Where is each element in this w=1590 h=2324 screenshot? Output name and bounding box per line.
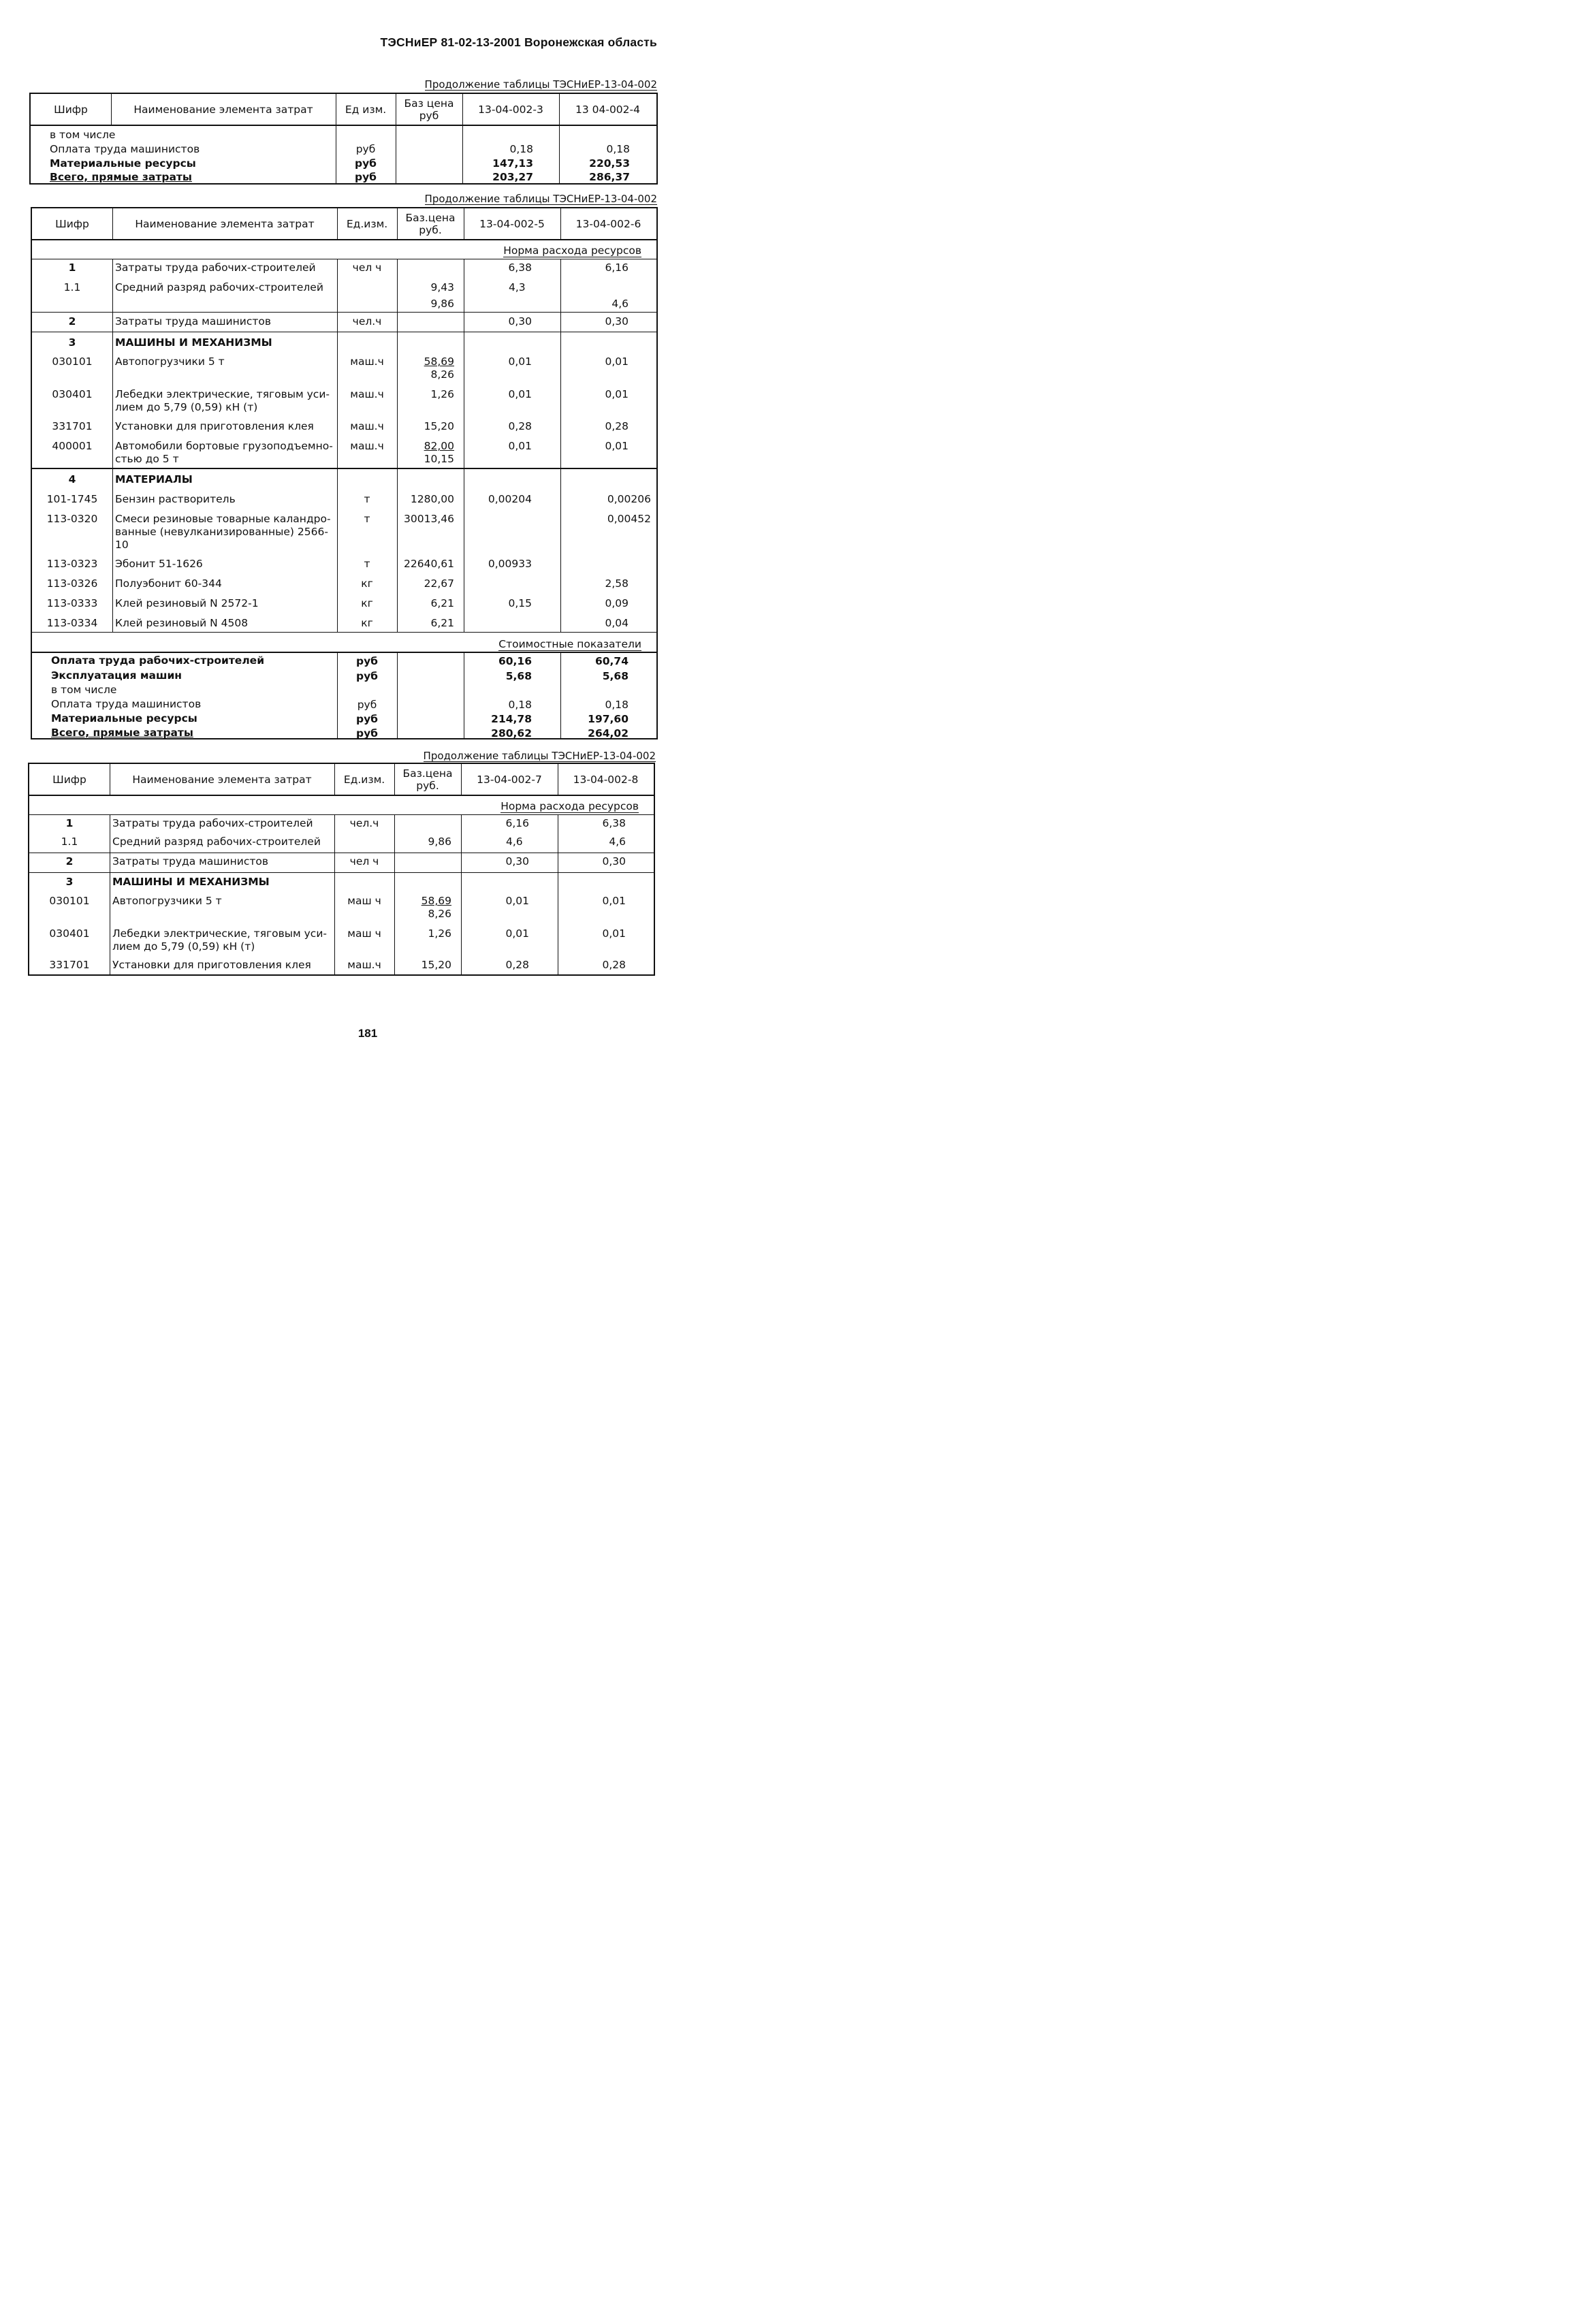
row-code: 030101 (49, 895, 90, 907)
table-caption: Продолжение таблицы ТЭСНиЕР-13-04-002 (423, 750, 656, 762)
row-unit: чел.ч (352, 315, 382, 328)
cost-row-unit: руб (357, 699, 377, 711)
row-code: 1 (65, 817, 74, 829)
row-unit: т (364, 558, 370, 570)
row-name: Средний разряд рабочих-строителей (112, 835, 321, 848)
row-value-2: 0,00452 (607, 513, 651, 525)
row-unit: т (364, 493, 370, 505)
row-value-1: 6,16 (505, 817, 529, 829)
header-price: Баз цена руб (404, 97, 454, 122)
resource-table-continuation-1 (29, 93, 658, 185)
section-title: МАШИНЫ И МЕХАНИЗМЫ (115, 336, 272, 349)
header-col-1: 13-04-002-3 (478, 103, 543, 116)
row-price: 9,86 (428, 835, 451, 848)
row-unit: маш.ч (350, 355, 384, 368)
row-value-2: 6,38 (602, 817, 626, 829)
header-col-2: 13-04-002-6 (575, 217, 641, 230)
table-caption: Продолжение таблицы ТЭСНиЕР-13-04-002 (424, 78, 657, 91)
row-unit: руб (354, 171, 377, 183)
row-price: 9,43 (430, 281, 454, 293)
cost-row-value-1: 214,78 (491, 713, 532, 725)
resource-table-continuation-3 (28, 763, 655, 976)
cost-row-value-2: 0,18 (605, 699, 629, 711)
row-name: Затраты труда рабочих-строителей (112, 817, 313, 829)
row-value-2: 0,01 (602, 895, 626, 907)
row-price: 30013,46 (404, 513, 454, 525)
cost-row-label: Оплата труда рабочих-строителей (51, 654, 265, 667)
row-unit: кг (361, 597, 373, 609)
row-unit: маш ч (347, 895, 381, 907)
row-value-2: 0,18 (606, 143, 630, 155)
table-caption: Продолжение таблицы ТЭСНиЕР-13-04-002 (424, 193, 657, 205)
section-code: 3 (65, 876, 74, 888)
cost-row-value-2: 197,60 (588, 713, 629, 725)
cost-row-unit: руб (355, 670, 379, 682)
row-value-1: 0,30 (508, 315, 532, 328)
header-unit: Ед изм. (345, 103, 387, 116)
cost-row-value-1: 280,62 (491, 727, 532, 739)
row-code: 030101 (52, 355, 93, 368)
row-code: 1.1 (61, 835, 78, 848)
cost-row-value-2: 5,68 (602, 670, 629, 682)
header-code: Шифр (55, 217, 89, 230)
row-unit: руб (354, 157, 377, 170)
row-name-cont: 10 (115, 539, 129, 551)
section-title: МАШИНЫ И МЕХАНИЗМЫ (112, 876, 270, 888)
row-code: 113-0320 (46, 513, 98, 525)
cost-row-label: Эксплуатация машин (51, 669, 182, 682)
row-value-1: 0,18 (509, 143, 533, 155)
section-title: МАТЕРИАЛЫ (115, 473, 193, 486)
header-price: Баз.цена руб. (405, 211, 456, 236)
row-value-2: 220,53 (589, 157, 630, 170)
row-code: 113-0333 (46, 597, 98, 609)
row-name: Полуэбонит 60-344 (115, 577, 222, 590)
header-name: Наименование элемента затрат (132, 773, 312, 786)
row-price: 1280,00 (410, 493, 454, 505)
cost-row-label: в том числе (51, 684, 117, 696)
row-value-1: 0,01 (508, 440, 532, 452)
cost-row-value-1: 0,18 (508, 699, 532, 711)
row-value-2: 4,6 (611, 298, 629, 310)
cost-row-value-1: 60,16 (498, 655, 532, 667)
row-price: 22,67 (424, 577, 454, 590)
row-name: Установки для приготовления клея (112, 959, 311, 971)
section-code: 3 (68, 336, 76, 349)
row-value-2: 0,09 (605, 597, 629, 609)
row-value-2: 0,01 (605, 388, 629, 400)
row-code: 030401 (49, 927, 90, 940)
cost-row-unit: руб (355, 727, 379, 739)
row-value-1: 4,6 (506, 835, 523, 848)
cost-row-value-2: 264,02 (588, 727, 629, 739)
header-price: Баз.цена руб. (402, 767, 453, 792)
row-value-2: 0,28 (605, 420, 629, 432)
row-value-1: 0,00204 (488, 493, 532, 505)
row-value-2: 0,28 (602, 959, 626, 971)
cost-row-unit: руб (355, 713, 379, 725)
row-price: 58,69 (424, 355, 454, 368)
row-price: 22640,61 (404, 558, 454, 570)
row-code: 2 (65, 855, 74, 867)
cost-row-value-2: 60,74 (594, 655, 629, 667)
row-label: Оплата труда машинистов (50, 143, 200, 155)
row-value-2: 0,01 (605, 355, 629, 368)
row-value-1: 0,28 (508, 420, 532, 432)
norm-label: Норма расхода ресурсов (503, 244, 641, 257)
row-price: 6,21 (430, 597, 454, 609)
row-value-2: 0,30 (602, 855, 626, 867)
row-unit: маш.ч (350, 440, 384, 452)
row-name: Клей резиновый N 2572-1 (115, 597, 259, 609)
row-name: Эбонит 51-1626 (115, 558, 203, 570)
row-name: Средний разряд рабочих-строителей (115, 281, 323, 293)
row-code: 113-0326 (46, 577, 98, 590)
row-unit: маш ч (347, 927, 381, 940)
row-code: 113-0334 (46, 617, 98, 629)
header-col-1: 13-04-002-5 (479, 217, 545, 230)
row-value-2: 0,04 (605, 617, 629, 629)
row-code: 1 (68, 261, 76, 274)
row-code: 113-0323 (46, 558, 98, 570)
header-col-2: 13-04-002-8 (573, 773, 639, 786)
row-label: в том числе (50, 129, 116, 141)
row-value-1: 0,28 (505, 959, 529, 971)
row-name: Бензин растворитель (115, 493, 236, 505)
row-unit: чел.ч (349, 817, 379, 829)
cost-row-label: Материальные ресурсы (51, 712, 197, 725)
row-code: 030401 (52, 388, 93, 400)
row-name: Затраты труда машинистов (112, 855, 269, 867)
row-unit: маш.ч (347, 959, 381, 971)
row-name: Затраты труда рабочих-строителей (115, 261, 316, 274)
row-price: 15,20 (424, 420, 454, 432)
row-code: 1.1 (63, 281, 81, 293)
row-unit: т (364, 513, 370, 525)
row-value-1: 147,13 (492, 157, 533, 170)
row-price-2: 10,15 (424, 453, 454, 465)
row-name-cont: ванные (невулканизированные) 2566- (115, 526, 328, 538)
row-value-1: 4,3 (509, 281, 526, 293)
row-value-1: 0,00933 (488, 558, 532, 570)
row-price: 1,26 (430, 388, 454, 400)
row-code: 331701 (52, 420, 93, 432)
row-name-cont: лием до 5,79 (0,59) кН (т) (115, 401, 258, 413)
cost-row-label: Оплата труда машинистов (51, 698, 202, 710)
row-value-2: 286,37 (589, 171, 630, 183)
row-value-1: 0,30 (505, 855, 529, 867)
document-header: ТЭСНиЕР 81-02-13-2001 Воронежская область (380, 35, 657, 49)
row-price: 1,26 (428, 927, 451, 940)
header-code: Шифр (54, 103, 88, 116)
row-name: Лебедки электрические, тяговым уси- (112, 927, 327, 940)
cost-label: Стоимостные показатели (498, 638, 641, 650)
row-value-2: 2,58 (605, 577, 629, 590)
header-unit: Ед.изм. (346, 217, 388, 230)
resource-table-continuation-2 (31, 207, 658, 739)
row-value-2: 4,6 (609, 835, 626, 848)
row-name: Смеси резиновые товарные каландро- (115, 513, 331, 525)
row-name: Клей резиновый N 4508 (115, 617, 249, 629)
header-col-2: 13 04-002-4 (575, 103, 640, 116)
row-value-1: 0,15 (508, 597, 532, 609)
header-unit: Ед.изм. (343, 773, 385, 786)
header-col-1: 13-04-002-7 (477, 773, 542, 786)
row-value-2: 0,00206 (607, 493, 651, 505)
row-name: Автопогрузчики 5 т (115, 355, 225, 368)
row-price-2: 8,26 (428, 908, 451, 920)
row-value-1: 0,01 (505, 895, 529, 907)
row-price: 9,86 (430, 298, 454, 310)
row-name-cont: лием до 5,79 (0,59) кН (т) (112, 940, 255, 953)
row-name: Затраты труда машинистов (115, 315, 272, 328)
row-unit: чел ч (352, 261, 382, 274)
row-value-1: 203,27 (492, 171, 533, 183)
row-value-2: 0,30 (605, 315, 629, 328)
row-value-2: 0,01 (605, 440, 629, 452)
header-name: Наименование элемента затрат (133, 103, 313, 116)
row-value-1: 0,01 (508, 388, 532, 400)
row-value-2: 6,16 (605, 261, 629, 274)
row-unit: кг (361, 617, 373, 629)
row-label: Материальные ресурсы (50, 157, 196, 170)
row-unit: чел ч (349, 855, 379, 867)
row-name-cont: стью до 5 т (115, 453, 179, 465)
row-code: 101-1745 (46, 493, 98, 505)
row-name: Лебедки электрические, тяговым уси- (115, 388, 330, 400)
row-value-1: 0,01 (505, 927, 529, 940)
cost-row-label: Всего, прямые затраты (51, 727, 193, 739)
row-code: 2 (68, 315, 76, 328)
row-unit: руб (355, 143, 376, 155)
row-unit: маш.ч (350, 420, 384, 432)
norm-label: Норма расхода ресурсов (500, 800, 639, 812)
row-unit: маш.ч (350, 388, 384, 400)
row-price: 15,20 (421, 959, 451, 971)
row-name: Установки для приготовления клея (115, 420, 314, 432)
cost-row-unit: руб (355, 655, 379, 667)
row-name: Автопогрузчики 5 т (112, 895, 222, 907)
header-name: Наименование элемента затрат (135, 217, 315, 230)
page-number: 181 (357, 1027, 378, 1040)
row-price: 82,00 (424, 440, 454, 452)
header-code: Шифр (52, 773, 86, 786)
row-unit: кг (361, 577, 373, 590)
row-code: 331701 (49, 959, 90, 971)
row-value-2: 0,01 (602, 927, 626, 940)
row-value-1: 0,01 (508, 355, 532, 368)
row-label: Всего, прямые затраты (50, 171, 192, 183)
cost-row-value-1: 5,68 (505, 670, 532, 682)
section-code: 4 (68, 473, 76, 486)
row-price: 58,69 (421, 895, 451, 907)
row-code: 400001 (52, 440, 93, 452)
row-price-2: 8,26 (430, 368, 454, 381)
row-name: Автомобили бортовые грузоподъемно- (115, 440, 333, 452)
row-price: 6,21 (430, 617, 454, 629)
row-value-1: 6,38 (508, 261, 532, 274)
